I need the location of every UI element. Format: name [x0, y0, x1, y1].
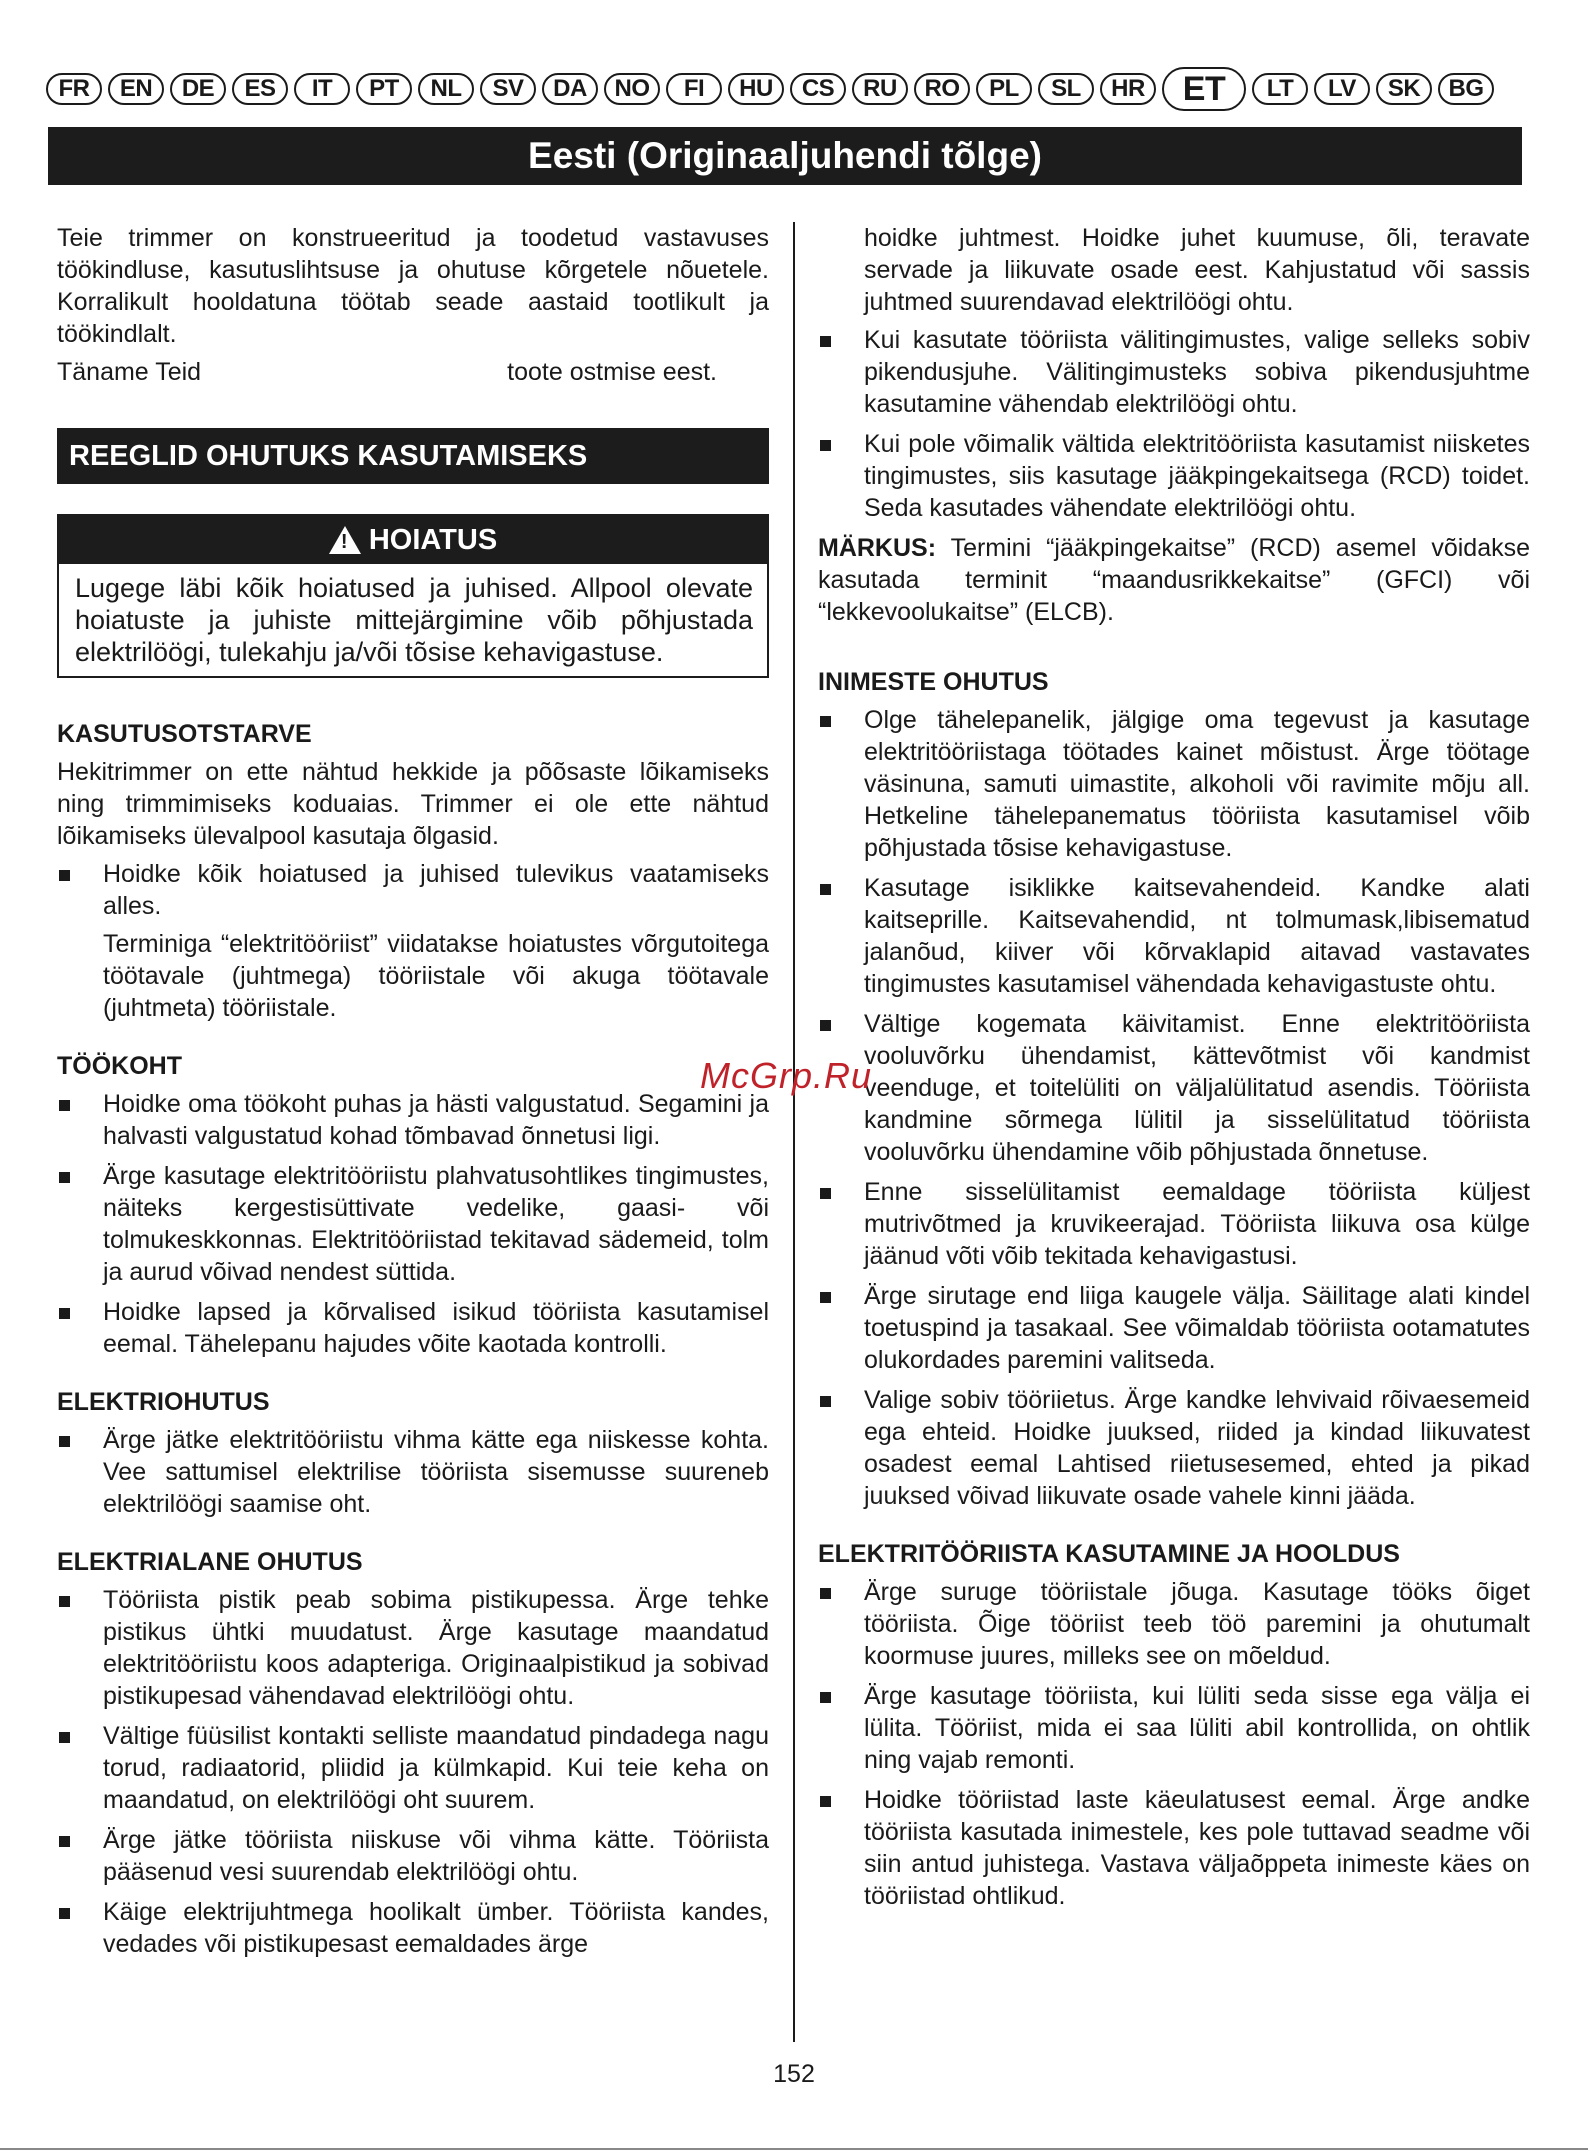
- list-item-text: Hoidke kõik hoiatused ja juhised tulevikus vaatamiseks alles.: [103, 860, 769, 920]
- safety-rules-title: REEGLID OHUTUKS KASUTAMISEKS: [69, 440, 588, 472]
- language-tab-sv[interactable]: SV: [480, 73, 536, 105]
- electric-shock-list: [57, 1424, 769, 1520]
- language-tab-cs[interactable]: CS: [790, 73, 846, 105]
- list-item: Ärge suruge tööriistale jõuga. Kasutage tööks õiget tööriista. Õige tööriist teeb töö paremini ja ohutumalt koormuse juures, milleks see on mõeldud.: [818, 1576, 1530, 1672]
- list-item: Käige elektrijuhtmega hoolikalt ümber. Tööriista kandes, vedades või pistikupesast eemaldades ärge: [57, 1896, 769, 1960]
- language-tab-it[interactable]: IT: [294, 73, 350, 105]
- warning-text: Lugege läbi kõik hoiatused ja juhised. Allpool olevate hoiatuste ja juhiste mittejärgimine võib põhjustada elektrilöögi, tulekahju ja/või tõsise kehavigastuse.: [75, 573, 753, 667]
- language-tab-da[interactable]: DA: [542, 73, 598, 105]
- language-tab-hu[interactable]: HU: [728, 73, 784, 105]
- language-tab-sk[interactable]: SK: [1376, 73, 1432, 105]
- language-tab-et[interactable]: ET: [1162, 67, 1246, 111]
- language-tab-bg[interactable]: BG: [1438, 73, 1494, 105]
- thanks-text-b: toote ostmise eest.: [507, 358, 717, 386]
- intended-use-heading: KASUTUSOTSTARVE: [57, 720, 312, 748]
- language-tab-ro[interactable]: RO: [914, 73, 970, 105]
- page-number: 152: [773, 2060, 815, 2088]
- bottom-rule: [0, 2148, 1588, 2150]
- thanks-text-a: Täname Teid: [57, 358, 202, 386]
- intended-use-text: Hekitrimmer on ette nähtud hekkide ja põõsaste lõikamiseks ning trimmimiseks koduaias. Trimmer ei ole ette nähtud lõikamiseks ülevalpool kasutaja õlgasid.: [57, 758, 769, 850]
- language-tab-pl[interactable]: PL: [976, 73, 1032, 105]
- language-tabs: [46, 69, 1526, 109]
- thanks-line: [57, 356, 717, 388]
- column-divider: [793, 222, 795, 2042]
- language-tab-lv[interactable]: LV: [1314, 73, 1370, 105]
- list-item: Ärge kasutage tööriista, kui lüliti seda sisse ega välja ei lülita. Tööriist, mida ei saa lüliti abil kontrollida, on ohtlik ning vajab remonti.: [818, 1680, 1530, 1776]
- note-label: MÄRKUS:: [818, 534, 937, 562]
- electrical-safety-heading: ELEKTRIALANE OHUTUS: [57, 1548, 363, 1576]
- list-item: Olge tähelepanelik, jälgige oma tegevust ja kasutage elektritööriistaga töötades kainet mõistust. Ärge töötage väsinuna, samuti uimastite, alkoholi või ravimite mõju all. Hetkeline tähelepanematus tööriista kasutamisel võib põhjustada tõsise kehavigastuse.: [818, 704, 1530, 864]
- list-item: Hoidke lapsed ja kõrvalised isikud tööriista kasutamisel eemal. Tähelepanu hajudes võite kaotada kontrolli.: [57, 1296, 769, 1360]
- note-text: Termini “jääkpingekaitse” (RCD) asemel võidakse kasutada terminit “maandusrikkekaitse” (GFCI) või “lekkevoolukaitse” (ELCB).: [818, 534, 1530, 626]
- language-tab-fi[interactable]: FI: [666, 73, 722, 105]
- left-column: [57, 222, 769, 1968]
- language-tab-hr[interactable]: HR: [1100, 73, 1156, 105]
- list-item: Vältige füüsilist kontakti selliste maandatud pindadega nagu torud, radiaatorid, pliidid ja külmkapid. Kui teie keha on maandatud, on elektrilöögi oht suurem.: [57, 1720, 769, 1816]
- list-item: Enne sisselülitamist eemaldage tööriista küljest mutrivõtmed ja kruvikeerajad. Tööriista liikuva osa külge jäänud võti võib tekitada kehavigastusi.: [818, 1176, 1530, 1272]
- personal-safety-heading: INIMESTE OHUTUS: [818, 668, 1049, 696]
- continued-text: hoidke juhtmest. Hoidke juhet kuumuse, õli, teravate servade ja liikuvate osade eest. Kahjustatud või sassis juhtmed suurendavad elektrilöögi ohtu.: [864, 224, 1530, 316]
- language-tab-nl[interactable]: NL: [418, 73, 474, 105]
- watermark: McGrp.Ru: [700, 1055, 873, 1096]
- list-item: Ärge jätke tööriista niiskuse või vihma kätte. Tööriista pääsenud vesi suurendab elektrilöögi ohtu.: [57, 1824, 769, 1888]
- list-item: Tööriista pistik peab sobima pistikupessa. Ärge tehke pistikus ühtki muudatust. Ärge kasutage maandatud elektritööriistu koos adapteriga. Originaalpistikud ja sobivad pistikupesad vähendavad elektrilöögi ohtu.: [57, 1584, 769, 1712]
- warning-header: [59, 516, 767, 564]
- language-tab-ru[interactable]: RU: [852, 73, 908, 105]
- list-item: Ärge jätke elektritööriistu vihma kätte ega niiskesse kohta. Vee sattumisel elektrilise tööriista sisemusse suureneb elektrilöögi saamise oht.: [57, 1424, 769, 1520]
- language-tab-no[interactable]: NO: [604, 73, 660, 105]
- electrical-safety-list: [57, 1584, 769, 1960]
- language-tab-es[interactable]: ES: [232, 73, 288, 105]
- warning-box: [57, 514, 769, 678]
- list-item: Vältige kogemata käivitamist. Enne elektritööriista vooluvõrku ühendamist, kättevõtmist või kandmist veenduge, et toitelüliti on väljalülitatud asendis. Tööriista kandmine sõrmega lülitil ja sisselülitatud tööriista vooluvõrku ühendamine võib põhjustada õnnetuse.: [818, 1008, 1530, 1168]
- electrical-safety-list-cont: [818, 324, 1530, 524]
- language-tab-lt[interactable]: LT: [1252, 73, 1308, 105]
- language-tab-en[interactable]: EN: [108, 73, 164, 105]
- list-item: [57, 858, 769, 1024]
- right-column: [818, 222, 1530, 1920]
- electric-shock-heading: ELEKTRIOHUTUS: [57, 1388, 270, 1416]
- tool-use-heading: ELEKTRITÖÖRIISTA KASUTAMINE JA HOOLDUS: [818, 1540, 1400, 1568]
- intended-use-list: [57, 858, 769, 1024]
- tool-use-list: [818, 1576, 1530, 1912]
- language-tab-de[interactable]: DE: [170, 73, 226, 105]
- language-tab-fr[interactable]: FR: [46, 73, 102, 105]
- page-title: [48, 127, 1522, 185]
- list-item: Valige sobiv tööriietus. Ärge kandke lehvivaid rõivaesemeid ega ehteid. Hoidke juuksed, riided ja kindad liikuvatest osadest eemal Lahtised riietusesemed, ehted ja pikad juuksed võivad liikuvate osade vahele kinni jääda.: [818, 1384, 1530, 1512]
- language-tab-sl[interactable]: SL: [1038, 73, 1094, 105]
- list-item: Ärge kasutage elektritööriistu plahvatusohtlikes tingimustes, näiteks kergestisüttivate vedelike, gaasi- või tolmukeskkonnas. Elektritööriistad tekitavad sädemeid, tolm ja aurud võivad nendest süttida.: [57, 1160, 769, 1288]
- warning-triangle-icon: [329, 526, 361, 554]
- list-item: Hoidke oma töökoht puhas ja hästi valgustatud. Segamini ja halvasti valgustatud kohad tõmbavad õnnetusi ligi.: [57, 1088, 769, 1152]
- list-item-extra-text: Terminiga “elektritööriist” viidatakse hoiatustes võrgutoitega töötavale (juhtmega) tööriistale või akuga töötavale (juhtmeta) tööriistale.: [103, 930, 769, 1022]
- list-item: Kasutage isiklikke kaitsevahendeid. Kandke alati kaitseprille. Kaitsevahendid, nt tolmumask,libisematud jalanõud, kiiver või kõrvaklapid aitavad vastavates tingimustes kasutamisel vähendada kehavigastuste ohtu.: [818, 872, 1530, 1000]
- intro-paragraph: Teie trimmer on konstrueeritud ja toodetud vastavuses töökindluse, kasutuslihtsuse ja ohutuse kõrgetele nõuetele. Korralikult hooldatuna töötab seade aastaid tootlikult ja töökindlalt.: [57, 224, 769, 348]
- work-area-heading: TÖÖKOHT: [57, 1052, 182, 1080]
- personal-safety-list: [818, 704, 1530, 1512]
- list-item: Ärge sirutage end liiga kaugele välja. Säilitage alati kindel toetuspind ja tasakaal. See võimaldab tööriista ootamatutes olukordades paremini valitseda.: [818, 1280, 1530, 1376]
- warning-title: HOIATUS: [368, 524, 498, 556]
- list-item: Kui kasutate tööriista välitingimustes, valige selleks sobiv pikendusjuhe. Välitingimusteks sobiva pikendusjuhtme kasutamine vähendab elektrilöögi ohtu.: [818, 324, 1530, 420]
- note-paragraph: [818, 532, 1530, 628]
- list-item: Kui pole võimalik vältida elektritööriista kasutamist niisketes tingimustes, siis kasutage jääkpingekaitsega (RCD) toidet. Seda kasutades vähendate elektrilöögi ohtu.: [818, 428, 1530, 524]
- language-tab-pt[interactable]: PT: [356, 73, 412, 105]
- list-item: Hoidke tööriistad laste käeulatusest eemal. Ärge andke tööriista kasutada inimestele, kes pole tuttavad seadme või siin antud juhistega. Vastava väljaõppeta inimeste käes on tööriistad ohtlikud.: [818, 1784, 1530, 1912]
- work-area-list: [57, 1088, 769, 1360]
- page-title-text: Eesti (Originaaljuhendi tõlge): [528, 135, 1042, 176]
- safety-rules-heading: [57, 428, 769, 484]
